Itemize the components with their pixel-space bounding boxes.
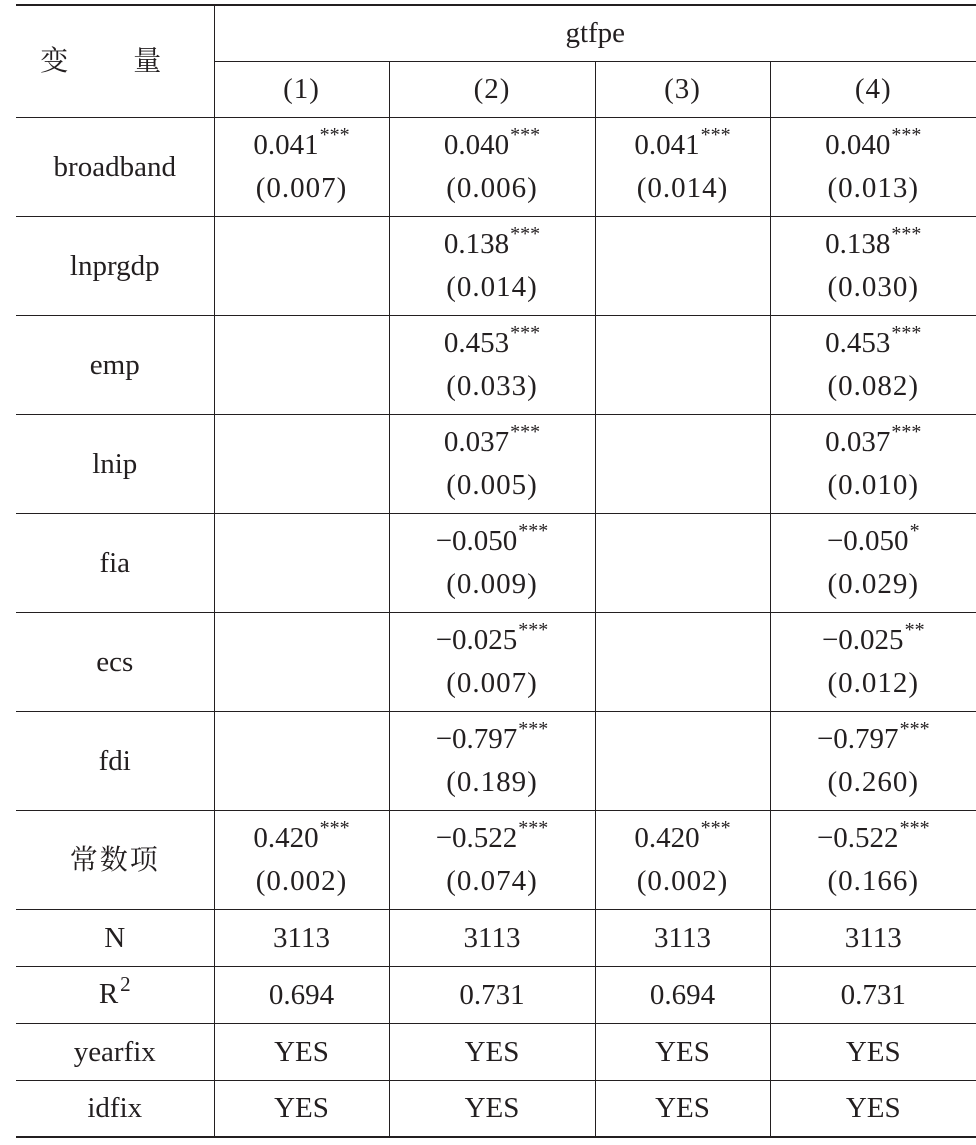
coefficient-line bbox=[390, 620, 595, 663]
coefficient: 0.037 bbox=[825, 426, 891, 458]
coefficient: 0.040 bbox=[443, 129, 510, 161]
table-row bbox=[16, 315, 976, 414]
coefficient: 0.453 bbox=[443, 327, 510, 359]
significance-stars: *** bbox=[510, 223, 541, 245]
stat-value: 0.694 bbox=[595, 966, 770, 1023]
stat-row-n bbox=[16, 909, 976, 966]
estimate-cell bbox=[389, 612, 595, 711]
significance-stars: *** bbox=[319, 817, 350, 839]
variable-header: 变 量 bbox=[16, 5, 214, 117]
estimate-cell bbox=[770, 711, 976, 810]
standard-error: (0.009) bbox=[446, 568, 538, 600]
coefficient-line bbox=[390, 224, 595, 267]
standard-error: (0.033) bbox=[446, 370, 538, 402]
column-header-3: (3) bbox=[595, 61, 770, 117]
estimate-cell bbox=[770, 414, 976, 513]
coefficient-line bbox=[215, 125, 389, 168]
table-row bbox=[16, 117, 976, 216]
estimate-cell bbox=[595, 513, 770, 612]
estimate-cell bbox=[389, 810, 595, 909]
significance-stars: ** bbox=[904, 619, 925, 641]
table-row bbox=[16, 612, 976, 711]
stat-value: 0.731 bbox=[389, 966, 595, 1023]
coefficient: 0.138 bbox=[443, 228, 510, 260]
standard-error: (0.002) bbox=[636, 865, 729, 897]
estimate-cell bbox=[595, 612, 770, 711]
estimate-cell bbox=[770, 612, 976, 711]
coefficient-line bbox=[771, 224, 976, 267]
stat-label bbox=[16, 909, 214, 966]
estimate-cell bbox=[595, 216, 770, 315]
stat-label bbox=[16, 1023, 214, 1080]
coefficient: 0.040 bbox=[825, 129, 891, 161]
estimate-cell bbox=[214, 810, 389, 909]
estimate-cell bbox=[214, 216, 389, 315]
coefficient: 0.420 bbox=[634, 822, 700, 854]
estimate-cell bbox=[389, 414, 595, 513]
estimate-cell bbox=[214, 612, 389, 711]
coefficient-line bbox=[771, 125, 976, 168]
table-row bbox=[16, 711, 976, 810]
stat-value: 3113 bbox=[770, 909, 976, 966]
coefficient: −0.025 bbox=[821, 624, 904, 656]
coefficient: 0.041 bbox=[634, 129, 700, 161]
coefficient: −0.025 bbox=[435, 624, 518, 656]
variable-name: fdi bbox=[16, 711, 214, 810]
stat-value: YES bbox=[595, 1080, 770, 1137]
stat-label-text: idfix bbox=[87, 1092, 143, 1125]
coefficient: 0.037 bbox=[443, 426, 510, 458]
coefficient: −0.797 bbox=[816, 723, 899, 755]
stat-value: YES bbox=[214, 1080, 389, 1137]
estimate-cell bbox=[770, 513, 976, 612]
significance-stars: *** bbox=[891, 124, 922, 146]
significance-stars: *** bbox=[891, 223, 922, 245]
coefficient: 0.041 bbox=[253, 129, 319, 161]
estimate-cell bbox=[214, 315, 389, 414]
standard-error: (0.002) bbox=[255, 865, 348, 897]
standard-error: (0.013) bbox=[827, 172, 920, 204]
coefficient-line bbox=[390, 422, 595, 465]
standard-error: (0.005) bbox=[446, 469, 538, 501]
standard-error: (0.074) bbox=[446, 865, 538, 897]
coefficient-line bbox=[771, 521, 976, 564]
stat-label bbox=[16, 1080, 214, 1137]
estimate-cell bbox=[214, 513, 389, 612]
standard-error: (0.166) bbox=[827, 865, 920, 897]
stat-value: YES bbox=[389, 1023, 595, 1080]
standard-error: (0.082) bbox=[827, 370, 920, 402]
coefficient-line bbox=[390, 818, 595, 861]
coefficient-line bbox=[390, 125, 595, 168]
significance-stars: *** bbox=[510, 124, 541, 146]
variable-name: lnip bbox=[16, 414, 214, 513]
significance-stars: *** bbox=[518, 718, 549, 740]
column-header-4: (4) bbox=[770, 61, 976, 117]
significance-stars: *** bbox=[518, 520, 549, 542]
coefficient: −0.050 bbox=[435, 525, 518, 557]
coefficient-line bbox=[390, 719, 595, 762]
stat-value: YES bbox=[214, 1023, 389, 1080]
coefficient-line bbox=[390, 521, 595, 564]
coefficient: 0.420 bbox=[253, 822, 319, 854]
standard-error: (0.006) bbox=[446, 172, 538, 204]
estimate-cell bbox=[770, 216, 976, 315]
stat-row-idfix bbox=[16, 1080, 976, 1137]
significance-stars: *** bbox=[891, 322, 922, 344]
estimate-cell bbox=[389, 513, 595, 612]
estimate-cell bbox=[214, 414, 389, 513]
estimate-cell bbox=[214, 117, 389, 216]
column-header-2: (2) bbox=[389, 61, 595, 117]
coefficient-line bbox=[390, 323, 595, 366]
estimate-cell bbox=[595, 315, 770, 414]
significance-stars: *** bbox=[518, 619, 549, 641]
variable-name: ecs bbox=[16, 612, 214, 711]
significance-stars: *** bbox=[518, 817, 549, 839]
stat-label bbox=[16, 966, 214, 1023]
significance-stars: *** bbox=[891, 421, 922, 443]
stat-value: YES bbox=[595, 1023, 770, 1080]
significance-stars: *** bbox=[700, 817, 731, 839]
coefficient: −0.522 bbox=[816, 822, 899, 854]
estimate-cell bbox=[389, 711, 595, 810]
standard-error: (0.007) bbox=[446, 667, 538, 699]
stat-value: 3113 bbox=[595, 909, 770, 966]
estimate-cell bbox=[389, 315, 595, 414]
estimate-cell bbox=[595, 414, 770, 513]
header-row bbox=[16, 5, 976, 61]
column-header-1: (1) bbox=[214, 61, 389, 117]
stat-value: YES bbox=[770, 1080, 976, 1137]
variable-name: lnprgdp bbox=[16, 216, 214, 315]
significance-stars: * bbox=[909, 520, 920, 542]
standard-error: (0.014) bbox=[446, 271, 538, 303]
estimate-cell bbox=[770, 117, 976, 216]
stat-label-superscript: 2 bbox=[120, 971, 131, 996]
stat-value: YES bbox=[770, 1023, 976, 1080]
standard-error: (0.030) bbox=[827, 271, 920, 303]
coefficient-line bbox=[771, 422, 976, 465]
coefficient-line bbox=[771, 719, 976, 762]
stat-value: 0.731 bbox=[770, 966, 976, 1023]
standard-error: (0.260) bbox=[827, 766, 920, 798]
estimate-cell bbox=[389, 117, 595, 216]
stat-label-text: R bbox=[98, 977, 119, 1010]
coefficient: −0.522 bbox=[435, 822, 518, 854]
table-row bbox=[16, 216, 976, 315]
table-row bbox=[16, 414, 976, 513]
estimate-cell bbox=[595, 711, 770, 810]
coefficient-line bbox=[596, 125, 770, 168]
variable-name: emp bbox=[16, 315, 214, 414]
regression-table bbox=[16, 4, 976, 1138]
coefficient-line bbox=[771, 620, 976, 663]
estimate-cell bbox=[595, 117, 770, 216]
estimate-cell bbox=[595, 810, 770, 909]
coefficient: 0.138 bbox=[825, 228, 891, 260]
stat-row-r2 bbox=[16, 966, 976, 1023]
significance-stars: *** bbox=[899, 718, 930, 740]
significance-stars: *** bbox=[510, 421, 541, 443]
variable-name: 常数项 bbox=[16, 810, 214, 909]
coefficient: −0.050 bbox=[826, 525, 909, 557]
standard-error: (0.029) bbox=[827, 568, 920, 600]
table-row bbox=[16, 513, 976, 612]
significance-stars: *** bbox=[899, 817, 930, 839]
coefficient-line bbox=[771, 818, 976, 861]
stat-value: 0.694 bbox=[214, 966, 389, 1023]
significance-stars: *** bbox=[510, 322, 541, 344]
dependent-variable-header: gtfpe bbox=[214, 5, 976, 61]
standard-error: (0.007) bbox=[255, 172, 348, 204]
significance-stars: *** bbox=[700, 124, 731, 146]
estimate-cell bbox=[214, 711, 389, 810]
standard-error: (0.014) bbox=[636, 172, 729, 204]
stat-label-text: N bbox=[104, 921, 126, 954]
estimate-cell bbox=[770, 810, 976, 909]
standard-error: (0.189) bbox=[446, 766, 538, 798]
coefficient: −0.797 bbox=[435, 723, 518, 755]
stat-row-yearfix bbox=[16, 1023, 976, 1080]
estimate-cell bbox=[770, 315, 976, 414]
estimate-cell bbox=[389, 216, 595, 315]
significance-stars: *** bbox=[319, 124, 350, 146]
coefficient-line bbox=[771, 323, 976, 366]
stat-label-text: yearfix bbox=[73, 1035, 156, 1068]
stat-value: 3113 bbox=[214, 909, 389, 966]
coefficient: 0.453 bbox=[825, 327, 891, 359]
variable-name: fia bbox=[16, 513, 214, 612]
stat-value: 3113 bbox=[389, 909, 595, 966]
coefficient-line bbox=[215, 818, 389, 861]
standard-error: (0.010) bbox=[827, 469, 920, 501]
coefficient-line bbox=[596, 818, 770, 861]
variable-name: broadband bbox=[16, 117, 214, 216]
table-row bbox=[16, 810, 976, 909]
standard-error: (0.012) bbox=[827, 667, 920, 699]
stat-value: YES bbox=[389, 1080, 595, 1137]
